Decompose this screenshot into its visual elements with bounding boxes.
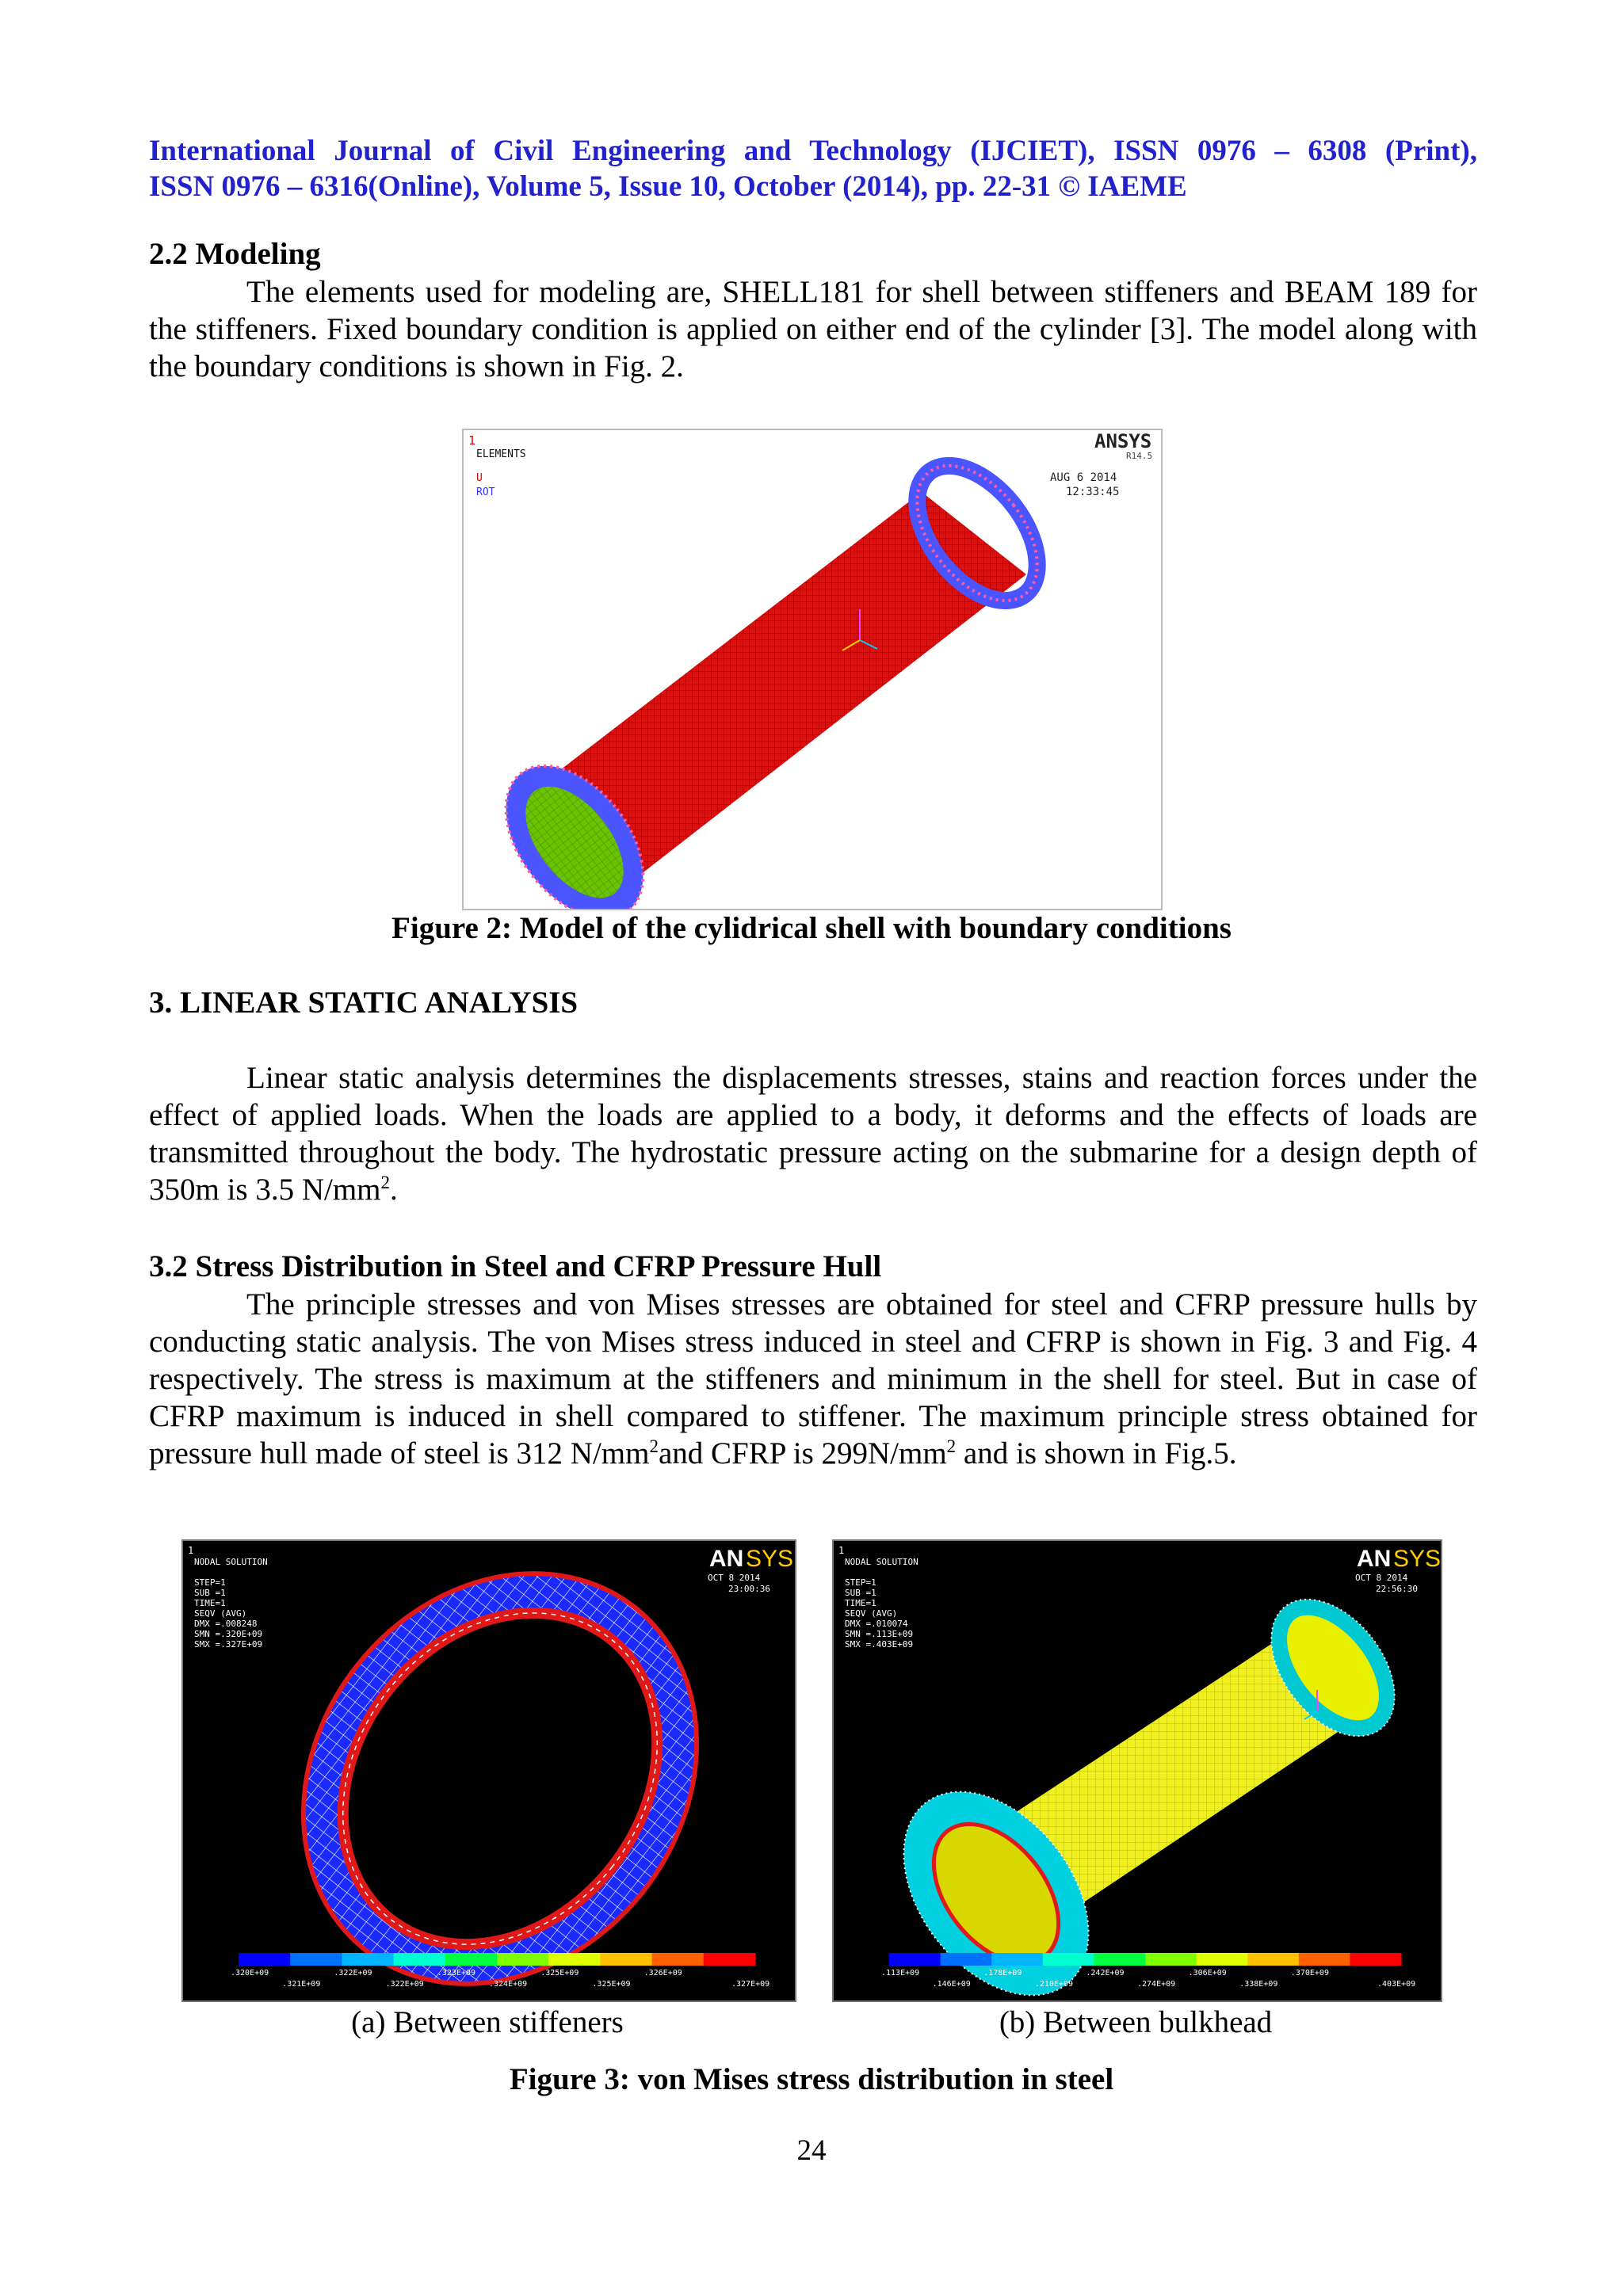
legend-tick-label: .322E+09	[334, 1969, 372, 1978]
fig3b-info-line: SMX =.403E+09	[845, 1639, 914, 1650]
fig3b-info-line: SEQV (AVG)	[845, 1608, 898, 1619]
legend-tick-label: .324E+09	[489, 1980, 528, 1989]
legend-tick-label: .322E+09	[385, 1980, 424, 1989]
fig2-rot: ROT	[476, 486, 495, 498]
fig3b-info-line: NODAL SOLUTION	[845, 1557, 918, 1567]
fig3a-info-line: DMX =.008248	[194, 1619, 258, 1629]
legend-tick-label: .320E+09	[231, 1969, 269, 1978]
superscript-2b: 2	[946, 1436, 957, 1456]
legend-tick-label: .274E+09	[1137, 1980, 1176, 1989]
legend-tick-label: .325E+09	[592, 1980, 631, 1989]
superscript-2: 2	[380, 1173, 391, 1192]
fig3a-info-line: NODAL SOLUTION	[194, 1557, 268, 1567]
legend-swatch	[1094, 1953, 1145, 1966]
fig3b-info-block	[845, 1557, 918, 1650]
section-heading-linear-static: 3. LINEAR STATIC ANALYSIS	[149, 986, 579, 1020]
superscript-2a: 2	[649, 1436, 659, 1456]
legend-tick-label: .338E+09	[1239, 1980, 1278, 1989]
legend-swatch	[548, 1953, 601, 1966]
fig3a-logo-sys: SYS	[746, 1546, 794, 1572]
journal-header-line2: ISSN 0976 – 6316(Online), Volume 5, Issue 10, October (2014), pp. 22-31 © IAEME	[149, 170, 1187, 203]
legend-tick-label: .327E+09	[731, 1980, 770, 1989]
legend-swatch	[394, 1953, 446, 1966]
legend-tick-label: .242E+09	[1086, 1969, 1125, 1978]
legend-swatch	[1197, 1953, 1248, 1966]
legend-tick-label: .178E+09	[983, 1969, 1022, 1978]
figure-2-caption: Figure 2: Model of the cylidrical shell with boundary conditions	[391, 911, 1232, 945]
fig2-num: 1	[468, 433, 476, 448]
legend-tick-label: .325E+09	[540, 1969, 579, 1978]
stiffener-ring-graphic	[183, 1541, 795, 2000]
linear-static-text: Linear static analysis determines the displacements stresses, stains and reaction forces under the effect of applied loads. When the loads are applied to a body, it deforms and the effects of loads are transmitted throughout the body. The hydrostatic pressure acting on the submarine for a design depth of 350m is 3.5 N/mm	[149, 1061, 1477, 1207]
legend-tick-label: .370E+09	[1290, 1969, 1329, 1978]
stress-text-a: The principle stresses and von Mises stresses are obtained for steel and CFRP pressure hulls by conducting static analysis. The von Mises stress induced in steel and CFRP is shown in Fig. 3 and Fig. 4 respectively. The stress is maximum at the stiffeners and minimum in the shell for steel. But in case of CFRP maximum is induced in shell compared to stiffener. The maximum principle stress obtained for pressure hull made of steel is 312 N/mm	[149, 1287, 1477, 1470]
legend-tick-label: .323E+09	[437, 1969, 475, 1978]
fig3b-logo-an: AN	[1357, 1546, 1392, 1572]
figure-3b-image	[832, 1539, 1442, 2002]
figure-3a-image	[181, 1539, 796, 2002]
legend-swatch	[941, 1953, 992, 1966]
legend-swatch	[1043, 1953, 1094, 1966]
fig2-ansys-logo: ANSYS	[1094, 430, 1152, 452]
legend-swatch	[991, 1953, 1043, 1966]
fig3a-time: 23:00:36	[728, 1584, 770, 1594]
legend-swatch	[889, 1953, 941, 1966]
fig3a-info-line: STEP=1	[194, 1577, 226, 1588]
figure-3b-caption: (b) Between bulkhead	[999, 2005, 1273, 2039]
fig3a-date: OCT 8 2014	[708, 1573, 761, 1583]
section-heading-stress-distribution: 3.2 Stress Distribution in Steel and CFRP Pressure Hull	[149, 1249, 882, 1283]
legend-swatch	[445, 1953, 498, 1966]
fig3b-info-line: DMX =.010074	[845, 1619, 908, 1629]
bulkhead-hull-graphic	[834, 1541, 1441, 2000]
stress-text-c: and is shown in Fig.5.	[956, 1436, 1237, 1470]
modeling-paragraph: The elements used for modeling are, SHELL181 for shell between stiffeners and BEAM 189 for the stiffeners. Fixed boundary condition is applied on either end of the cylinder [3]. The model along with the boundary conditions is shown in Fig. 2.	[149, 275, 1477, 383]
fig2-release: R14.5	[1126, 451, 1153, 461]
fig3b-info-line: SUB =1	[845, 1588, 876, 1598]
fig3a-info-line: SMX =.327E+09	[194, 1639, 263, 1650]
fig3a-info-line: SUB =1	[194, 1588, 226, 1598]
legend-swatch	[1247, 1953, 1299, 1966]
fig3b-logo-sys: SYS	[1393, 1546, 1441, 1572]
legend-swatch	[497, 1953, 549, 1966]
fig3a-info-line: SMN =.320E+09	[194, 1629, 263, 1639]
figure-3-caption: Figure 3: von Mises stress distribution in steel	[509, 2062, 1114, 2096]
stress-distribution-paragraph	[149, 1286, 1477, 1472]
legend-tick-label: .306E+09	[1188, 1969, 1227, 1978]
legend-tick-label: .326E+09	[643, 1969, 682, 1978]
journal-header	[149, 133, 1477, 204]
fig2-label: ELEMENTS	[476, 448, 526, 460]
legend-swatch	[1299, 1953, 1350, 1966]
fig3b-time: 22:56:30	[1376, 1584, 1418, 1594]
fig3b-info-line: STEP=1	[845, 1577, 876, 1588]
legend-swatch	[600, 1953, 652, 1966]
fig2-time: 12:33:45	[1066, 486, 1120, 498]
fig2-date: AUG 6 2014	[1050, 471, 1117, 484]
journal-header-line1: International Journal of Civil Engineering and Technology (IJCIET), ISSN 0976 – 6308 (Print),	[149, 135, 1477, 167]
legend-swatch	[704, 1953, 756, 1966]
fig3a-num: 1	[188, 1545, 194, 1556]
fig3a-info-line: SEQV (AVG)	[194, 1608, 247, 1619]
linear-static-text-end: .	[390, 1173, 398, 1207]
figure-2-image	[462, 429, 1163, 910]
figure-3a-caption: (a) Between stiffeners	[351, 2005, 624, 2039]
stress-text-b: and CFRP is 299N/mm	[658, 1436, 947, 1470]
legend-swatch	[1350, 1953, 1401, 1966]
fig3b-num: 1	[838, 1545, 845, 1556]
legend-tick-label: .403E+09	[1377, 1980, 1416, 1989]
section-heading-modeling: 2.2 Modeling	[149, 237, 321, 271]
fig3b-date: OCT 8 2014	[1355, 1573, 1408, 1583]
legend-tick-label: .210E+09	[1034, 1980, 1073, 1989]
legend-tick-label: .113E+09	[881, 1969, 920, 1978]
page-number: 24	[796, 2134, 827, 2167]
legend-swatch	[342, 1953, 394, 1966]
legend-tick-label: .321E+09	[282, 1980, 321, 1989]
legend-swatch	[1145, 1953, 1197, 1966]
fig3a-info-block	[194, 1557, 268, 1650]
fig3b-color-legend	[881, 1953, 1415, 1989]
legend-swatch	[290, 1953, 342, 1966]
fig2-u: U	[476, 472, 483, 484]
legend-tick-label: .146E+09	[932, 1980, 971, 1989]
fig3b-info-line: TIME=1	[845, 1598, 876, 1608]
legend-swatch	[239, 1953, 291, 1966]
fig3a-info-line: TIME=1	[194, 1598, 226, 1608]
cylinder-model-graphic	[464, 430, 1161, 909]
legend-swatch	[652, 1953, 705, 1966]
linear-static-paragraph	[149, 1059, 1477, 1208]
fig3b-info-line: SMN =.113E+09	[845, 1629, 914, 1639]
fig3a-logo-an: AN	[709, 1546, 744, 1572]
